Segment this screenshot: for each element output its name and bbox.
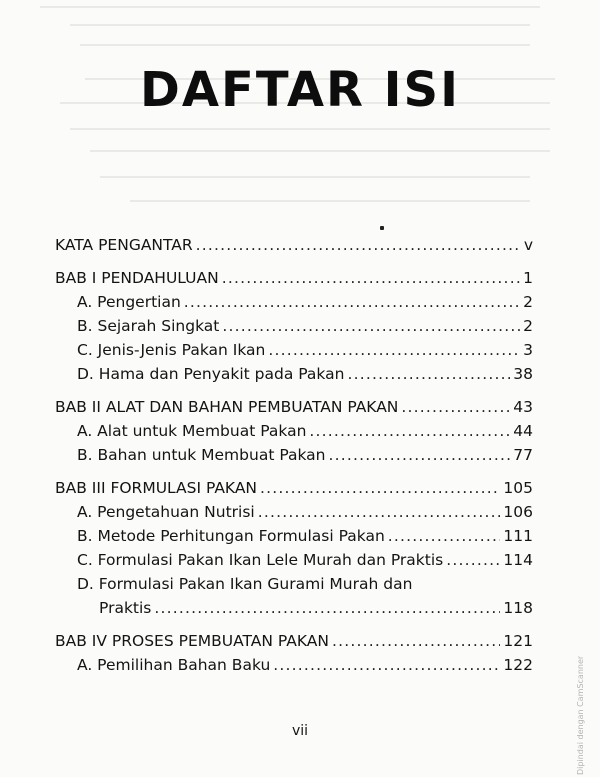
toc-label: KATA PENGANTAR xyxy=(55,236,193,254)
page-number: vii xyxy=(291,723,309,739)
toc-label: A. Pemilihan Bahan Baku xyxy=(77,656,271,674)
toc-entry-bab-3-d-continuation[interactable] xyxy=(55,596,533,620)
dot-leader xyxy=(401,395,510,419)
dot-leader xyxy=(222,314,520,338)
toc-label: B. Metode Perhitungan Formulasi Pakan xyxy=(77,527,385,545)
toc-entry-bab-1-a[interactable] xyxy=(55,290,533,314)
toc-label: C. Formulasi Pakan Ikan Lele Murah dan Praktis xyxy=(77,551,444,569)
table-of-contents xyxy=(55,233,533,677)
toc-page-number: 114 xyxy=(503,551,533,569)
toc-label: B. Bahan untuk Membuat Pakan xyxy=(77,446,326,464)
dot-leader xyxy=(154,596,500,620)
toc-entry-bab-4[interactable] xyxy=(55,629,533,653)
toc-page-number: 38 xyxy=(513,365,533,383)
toc-page-number: 2 xyxy=(523,293,533,311)
dot-leader xyxy=(329,443,511,467)
toc-entry-bab-3-b[interactable] xyxy=(55,524,533,548)
toc-label: B. Sejarah Singkat xyxy=(77,317,220,335)
speck-mark xyxy=(380,226,384,230)
toc-entry-bab-2[interactable] xyxy=(55,395,533,419)
toc-page-number: 44 xyxy=(513,422,533,440)
toc-label: D. Formulasi Pakan Ikan Gurami Murah dan xyxy=(77,575,413,593)
toc-page-number: 111 xyxy=(503,527,533,545)
toc-entry-bab-1-d[interactable] xyxy=(55,362,533,386)
toc-entry-bab-1[interactable] xyxy=(55,266,533,290)
dot-leader xyxy=(184,290,520,314)
toc-entry-bab-3-c[interactable] xyxy=(55,548,533,572)
dot-leader xyxy=(347,362,510,386)
dot-leader xyxy=(222,266,520,290)
toc-entry-kata-pengantar[interactable] xyxy=(55,233,533,257)
toc-entry-bab-2-b[interactable] xyxy=(55,443,533,467)
toc-label: C. Jenis-Jenis Pakan Ikan xyxy=(77,341,266,359)
toc-page-number: 105 xyxy=(503,479,533,497)
page-title: DAFTAR ISI xyxy=(140,62,460,118)
toc-label: BAB II ALAT DAN BAHAN PEMBUATAN PAKAN xyxy=(55,398,399,416)
dot-leader xyxy=(446,548,500,572)
toc-page-number: 1 xyxy=(523,269,533,287)
dot-leader xyxy=(258,500,501,524)
toc-page-number: 43 xyxy=(513,398,533,416)
toc-page-number: 106 xyxy=(503,503,533,521)
toc-label: A. Alat untuk Membuat Pakan xyxy=(77,422,307,440)
toc-entry-bab-1-b[interactable] xyxy=(55,314,533,338)
toc-entry-bab-2-a[interactable] xyxy=(55,419,533,443)
toc-page-number: 122 xyxy=(503,656,533,674)
dot-leader xyxy=(196,233,521,257)
toc-label: BAB I PENDAHULUAN xyxy=(55,269,219,287)
dot-leader xyxy=(332,629,500,653)
toc-entry-bab-3-d[interactable] xyxy=(55,572,533,596)
dot-leader xyxy=(388,524,501,548)
toc-label: A. Pengertian xyxy=(77,293,181,311)
toc-label: D. Hama dan Penyakit pada Pakan xyxy=(77,365,345,383)
dot-leader xyxy=(273,653,500,677)
dot-leader xyxy=(309,419,510,443)
toc-label-continuation: Praktis xyxy=(99,599,152,617)
toc-label: BAB III FORMULASI PAKAN xyxy=(55,479,258,497)
toc-entry-bab-1-c[interactable] xyxy=(55,338,533,362)
toc-label: BAB IV PROSES PEMBUATAN PAKAN xyxy=(55,632,329,650)
toc-page-number: 2 xyxy=(523,317,533,335)
toc-entry-bab-3-a[interactable] xyxy=(55,500,533,524)
toc-page-number: v xyxy=(523,236,533,254)
dot-leader xyxy=(260,476,500,500)
toc-page-number: 121 xyxy=(503,632,533,650)
scanner-watermark: Dipindai dengan CamScanner xyxy=(576,655,585,775)
toc-label: A. Pengetahuan Nutrisi xyxy=(77,503,255,521)
toc-entry-bab-3[interactable] xyxy=(55,476,533,500)
toc-page-number: 77 xyxy=(513,446,533,464)
dot-leader xyxy=(268,338,520,362)
toc-entry-bab-4-a[interactable] xyxy=(55,653,533,677)
toc-page-number: 3 xyxy=(523,341,533,359)
toc-page-number: 118 xyxy=(503,599,533,617)
